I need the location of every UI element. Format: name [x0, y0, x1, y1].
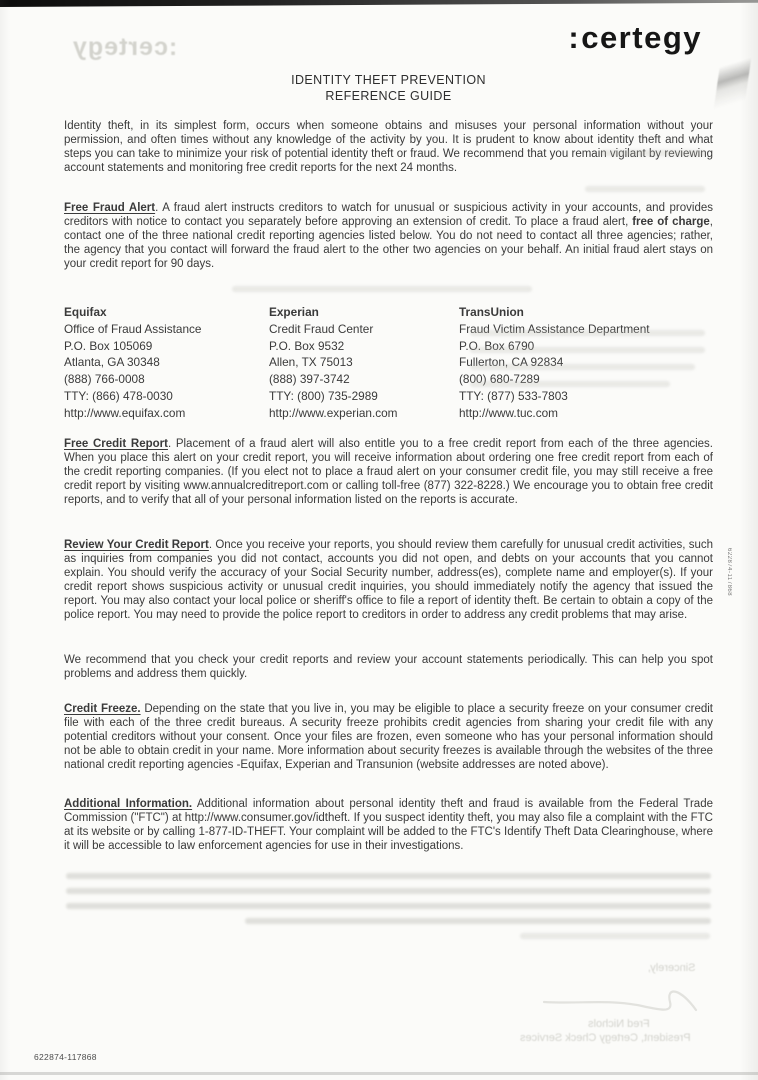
paper-edge-shading-left [0, 0, 10, 1080]
paper-edge-shading-bottom [0, 1072, 758, 1075]
agency-transunion [459, 304, 659, 422]
free-credit-report-text: . Placement of a fraud alert will also entitle you to a free credit report from each of the three agencies. When you place this alert on your credit report, you will receive information about ordering one free credit report from each of the credit reporting companies. (If you elect not to place a fraud alert on your consumer credit file, you may still receive a free credit report by visiting www.annualcreditreport.com or calling toll-free (877) 322-8228.) We encourage you to obtain free credit reports, and to verify that all of your personal information listed on the reports is accurate. [64, 438, 713, 506]
agency-city: Atlanta, GA 30348 [64, 355, 160, 370]
agency-name: Experian [269, 305, 319, 319]
agency-dept: Fraud Victim Assistance Department [459, 321, 650, 336]
title-line-1: IDENTITY THEFT PREVENTION [291, 73, 486, 87]
form-print-code: 622874-117868 [34, 1052, 97, 1062]
bleed-through-line [600, 150, 705, 156]
agency-experian [269, 304, 469, 422]
additional-info-text: Additional information about personal identity theft and fraud is available from the Federal Trade Commission ("FTC") at http://www.consumer.gov/idtheft. If you suspect identity theft, you may also file a complaint with the FTC at its website or by calling 1-877-ID-THEFT. Your complaint will be added to the FTC's Identify Theft Data Clearinghouse, where it will be accessible to law enforcement agencies for use in their investigations. [64, 798, 713, 852]
logo-colon-icon: : [568, 20, 581, 55]
bleed-through-closing: Sincerely, [648, 962, 696, 974]
signature-ghost [540, 980, 700, 1022]
agency-city: Fullerton, CA 92834 [459, 355, 564, 370]
agency-tty: TTY: (866) 478-0030 [64, 388, 173, 403]
agency-po-box: P.O. Box 105069 [64, 338, 153, 353]
paragraph-recommend: We recommend that you check your credit reports and review your account statements periodically. This can help you spot problems and address them quickly. [64, 654, 713, 680]
free-of-charge-bold: free of charge [632, 216, 710, 228]
section-heading-free-fraud-alert: Free Fraud Alert [64, 202, 156, 214]
agency-po-box: P.O. Box 6790 [459, 338, 535, 353]
section-heading-free-credit-report: Free Credit Report [64, 438, 168, 450]
section-heading-credit-freeze: Credit Freeze. [64, 703, 141, 715]
document-title [64, 72, 713, 104]
certegy-logo [568, 22, 702, 53]
logo-wordmark: certegy [581, 20, 702, 55]
agency-dept: Credit Fraud Center [269, 321, 374, 336]
bleed-through-line [470, 381, 670, 387]
section-heading-review-report: Review Your Credit Report [64, 539, 209, 551]
title-line-2: REFERENCE GUIDE [325, 89, 452, 103]
agency-po-box: P.O. Box 9532 [269, 338, 345, 353]
paragraph-credit-freeze [64, 702, 713, 772]
bleed-through-line [66, 903, 711, 909]
paragraph-intro: Identity theft, in its simplest form, occurs when someone obtains and misuses your personal information without your permission, and often times without any knowledge of the activity by you. It is prudent to know about identity theft and what steps you can take to minimize your risk of potential identity theft or fraud. We recommend that you remain vigilant by reviewing account statements and monitoring free credit reports for the next 24 months. [64, 120, 713, 174]
bleed-through-line [245, 918, 711, 924]
review-report-text: . Once you receive your reports, you should review them carefully for unusual credit activities, such as inquiries from companies you did not contact, accounts you did not open, and debts on your accounts that you cannot explain. You should verify the accuracy of your Social Security number, address(es), complete name and employer(s). If your credit report shows suspicious activity or unusual credit inquiries, you should immediately notify the agency that issued the report. You may also contact your local police or sheriff's office to file a report of identity theft. Be certain to obtain a copy of the police report. You may need to provide the police report to creditors in order to address any credit problems that may arise. [64, 539, 713, 621]
agency-phone: (888) 766-0008 [64, 372, 145, 387]
bleed-through-line [470, 347, 705, 353]
bleed-through-signer-title: President, Certegy Check Services [520, 1032, 691, 1044]
bleed-through-line [66, 873, 711, 879]
bleed-through-line [232, 286, 532, 292]
fraud-alert-text-2: , contact one of the three national credit reporting agencies listed below. You do not need to contact all three agencies; rather, the agency that you contact will forward the fraud alert to the other two agencies on your behalf. An initial fraud alert stays on your credit report for 90 days. [64, 216, 713, 270]
section-heading-additional-info: Additional Information. [64, 798, 193, 810]
bleed-through-line [470, 364, 695, 370]
agency-name: Equifax [64, 305, 107, 319]
bleed-through-signer-name: Fred Nichols [588, 1018, 650, 1030]
paragraph-review-your-credit-report [64, 538, 713, 622]
bleed-through-logo: :certegy [72, 33, 178, 61]
agency-dept: Office of Fraud Assistance [64, 321, 202, 336]
agency-name: TransUnion [459, 305, 524, 319]
bleed-through-line [470, 330, 705, 336]
agency-url: http://www.tuc.com [459, 405, 558, 420]
paper-edge-shading-right [740, 0, 758, 1080]
agency-phone: (888) 397-3742 [269, 372, 350, 387]
credit-agency-contact-list [64, 304, 713, 422]
agency-url: http://www.equifax.com [64, 405, 186, 420]
agency-tty: TTY: (800) 735-2989 [269, 388, 378, 403]
agency-url: http://www.experian.com [269, 405, 398, 420]
credit-freeze-text: Depending on the state that you live in, you may be eligible to place a security freeze on your consumer credit file with each of the three credit bureaus. A security freeze prohibits credit agencies from sharing your credit file with any potential creditors without your consent. Once your files are frozen, even someone who has your personal information should not be able to obtain credit in your name. More information about security freezes is available through the websites of the three national credit reporting agencies -Equifax, Experian and Transunion (website addresses are noted above). [64, 703, 713, 771]
agency-city: Allen, TX 75013 [269, 355, 353, 370]
edge-print-code: 622874-117868 [726, 548, 732, 597]
bleed-through-line [585, 186, 705, 192]
fraud-alert-text-1: . A fraud alert instructs creditors to watch for unusual or suspicious activity in your accounts, and provides creditors with notice to contact you separately before approving an extension of credit. To place a fraud alert, [64, 202, 713, 228]
scanner-edge-strip [0, 0, 758, 7]
bleed-through-line [520, 933, 710, 939]
agency-phone: (800) 680-7289 [459, 372, 540, 387]
agency-tty: TTY: (877) 533-7803 [459, 388, 568, 403]
paragraph-free-fraud-alert [64, 201, 713, 271]
paragraph-free-credit-report [64, 437, 713, 507]
paragraph-additional-information [64, 797, 713, 853]
agency-equifax [64, 304, 264, 422]
bleed-through-line [66, 888, 711, 894]
